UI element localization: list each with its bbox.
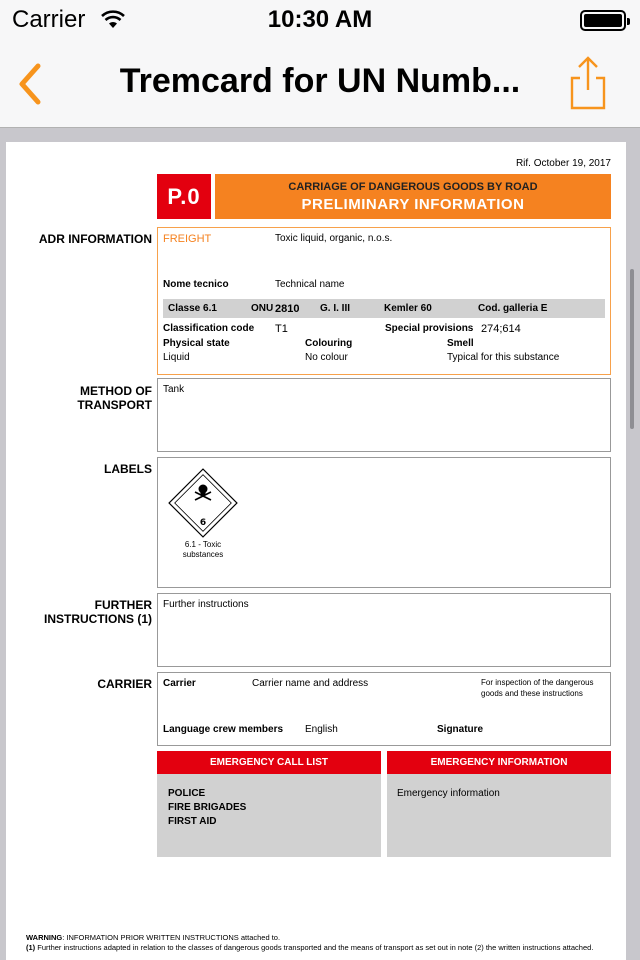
p0-badge: P.0: [157, 174, 211, 219]
physical-state-label: Physical state: [163, 338, 230, 349]
toxic-hazard-icon: [168, 468, 238, 538]
colouring-label: Colouring: [305, 338, 353, 349]
nome-tecnico-value: Technical name: [275, 279, 345, 290]
back-button[interactable]: [10, 58, 56, 110]
document-date: Rif. October 19, 2017: [515, 158, 611, 169]
content-area[interactable]: [0, 129, 640, 960]
colouring-value: No colour: [305, 352, 348, 363]
inspection-note-line2: goods and these instructions: [481, 689, 583, 698]
emergency-call-list-header: EMERGENCY CALL LIST: [157, 751, 381, 774]
language-crew-value: English: [305, 724, 338, 735]
method-of-transport-box: [157, 378, 611, 452]
language-crew-label: Language crew members: [163, 724, 284, 735]
hazard-caption: 6.1 - Toxic substances: [182, 540, 224, 559]
onu-value: 2810: [275, 303, 300, 315]
tunnel-code: Cod. galleria E: [478, 303, 548, 314]
classification-code-label: Classification code: [163, 323, 255, 334]
signature-label: Signature: [437, 724, 484, 735]
carrier-box: [157, 672, 611, 746]
adr-information-label: ADR INFORMATION: [38, 232, 152, 246]
share-icon[interactable]: [566, 54, 610, 112]
emergency-information: [387, 774, 611, 857]
packing-group: G. I. III: [320, 303, 351, 314]
special-provisions-value: 274;614: [481, 323, 521, 335]
freight-value: Toxic liquid, organic, n.o.s.: [275, 233, 393, 244]
emergency-information-header: EMERGENCY INFORMATION: [387, 751, 611, 774]
nome-tecnico-label: Nome tecnico: [163, 279, 229, 290]
classe-value: Classe 6.1: [168, 303, 217, 314]
battery-icon: [580, 10, 626, 31]
smell-value: Typical for this substance: [447, 352, 560, 363]
labels-label: LABELS: [104, 462, 152, 476]
special-provisions-label: Special provisions: [385, 323, 474, 334]
hazard-class-number: 6: [199, 518, 207, 528]
emergency-information-value: Emergency information: [397, 788, 500, 799]
method-of-transport-value: Tank: [163, 384, 185, 395]
call-list-first-aid: FIRST AID: [168, 816, 217, 827]
further-instructions-box: [157, 593, 611, 667]
status-time: 10:30 AM: [267, 6, 373, 33]
classification-code-value: T1: [275, 323, 288, 335]
further-instructions-label: FURTHER INSTRUCTIONS (1): [44, 598, 152, 626]
header-subtitle: CARRIAGE OF DANGEROUS GOODS BY ROAD: [288, 181, 538, 193]
smell-label: Smell: [447, 338, 474, 349]
carrier-label: Carrier: [163, 678, 196, 689]
further-instructions-value: Further instructions: [163, 599, 249, 610]
onu-label: ONU: [251, 303, 274, 314]
physical-state-value: Liquid: [163, 352, 190, 363]
vertical-scrollbar[interactable]: [630, 269, 634, 429]
status-bar: [0, 0, 640, 40]
emergency-call-list: [157, 774, 381, 857]
carrier-value: Carrier name and address: [252, 678, 369, 689]
navigation-bar: [0, 40, 640, 128]
warning-note: WARNING: INFORMATION PRIOR WRITTEN INSTRUCTIONS attached to.: [26, 933, 281, 942]
freight-label: FREIGHT: [163, 233, 212, 245]
document-header: [215, 174, 611, 219]
carrier-section-label: CARRIER: [97, 677, 152, 691]
kemler-code: Kemler 60: [384, 303, 432, 314]
adr-information-box: [157, 227, 611, 375]
call-list-police: POLICE: [168, 788, 206, 799]
inspection-note-line1: For inspection of the dangerous: [481, 678, 594, 687]
classification-row: [163, 299, 605, 318]
page-title: Tremcard for UN Numb...: [119, 62, 521, 100]
labels-box: [157, 457, 611, 588]
carrier-name: Carrier: [12, 6, 86, 33]
instructions-note: (1) Further instructions adapted in relation to the classes of dangerous goods transported and the means of transport as set out in note (2) the written instructions attached.: [26, 943, 594, 952]
document-footer-notes: [26, 933, 616, 953]
tremcard-document: [6, 142, 626, 960]
call-list-fire-brigades: FIRE BRIGADES: [168, 802, 247, 813]
method-of-transport-label: METHOD OF TRANSPORT: [77, 384, 152, 412]
header-title: PRELIMINARY INFORMATION: [301, 196, 525, 213]
